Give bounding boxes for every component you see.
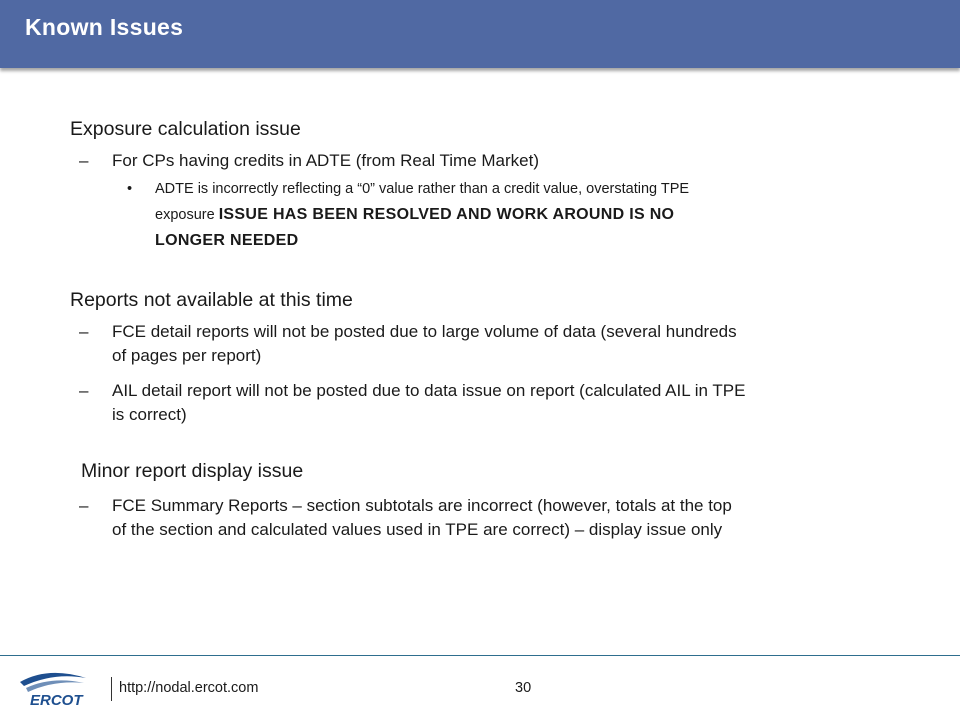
bullet-line-1: ADTE is incorrectly reflecting a “0” value rather than a credit value, overstating TPE [155,181,690,197]
dash-marker: – [79,381,89,400]
dash-marker: – [79,322,89,341]
bullet-adte-detail-line2 [155,203,674,227]
section-heading-reports: Reports not available at this time [70,289,353,311]
bullet-line-2: exposure [155,207,219,223]
sub-item-line-1: FCE Summary Reports – section subtotals are incorrect (however, totals at the top [112,496,732,515]
sub-item-text: For CPs having credits in ADTE (from Real Time Market) [112,151,540,170]
ercot-logo [14,668,94,708]
sub-item-line-1: AIL detail report will not be posted due to data issue on report (calculated AIL in TPE [112,381,746,400]
logo-text: ERCOT [30,692,83,708]
sub-item-line-2: of the section and calculated values used in TPE are correct) – display issue only [112,520,723,539]
sub-item-line-1: FCE detail reports will not be posted due to large volume of data (several hundreds [112,322,737,341]
section-heading-display: Minor report display issue [81,460,304,482]
bullet-adte-detail [127,177,690,201]
bullet-marker: • [127,181,133,197]
resolved-notice-cont: LONGER NEEDED [155,232,299,249]
sub-item-fce-detail [79,320,737,368]
footer-separator [111,677,112,701]
slide-title: Known Issues [25,14,184,40]
sub-item-adte-credits [79,149,540,173]
sub-item-ail-detail [79,379,746,427]
sub-item-line-2: of pages per report) [112,346,262,365]
sub-item-fce-summary [79,494,732,542]
dash-marker: – [79,496,89,515]
footer-url-link[interactable]: http://nodal.ercot.com [119,680,259,696]
page-number: 30 [515,680,532,696]
footer-divider [0,655,960,656]
sub-item-line-2: is correct) [112,405,187,424]
section-heading-exposure: Exposure calculation issue [70,118,301,140]
bullet-adte-detail-line3 [155,229,298,253]
resolved-notice: ISSUE HAS BEEN RESOLVED AND WORK AROUND IS NO [218,206,675,223]
dash-marker: – [79,151,89,170]
logo-swoosh-light [26,680,84,692]
